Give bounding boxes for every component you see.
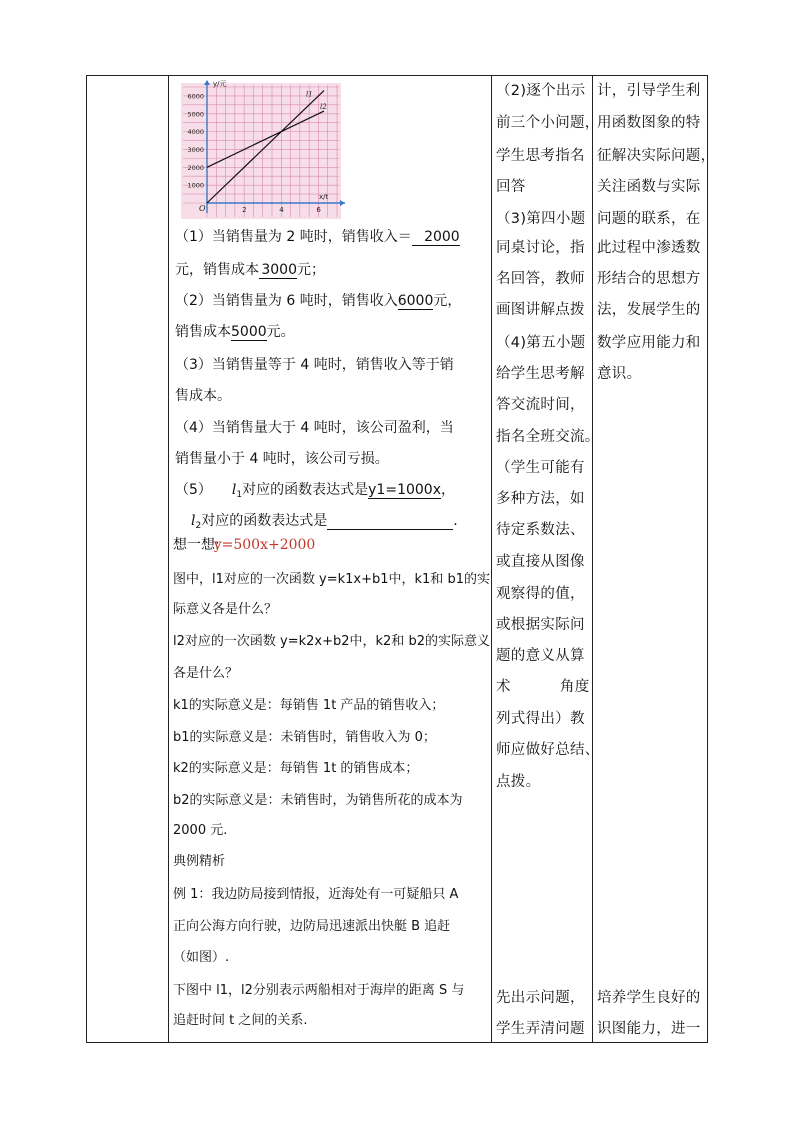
col3-line: 多种方法，如 [496, 491, 585, 507]
series-label-l2: l2 [320, 103, 327, 112]
y-tick-label: 6000 [187, 92, 204, 101]
content-cell [169, 75, 489, 1043]
body-line-13: （如图）. [173, 950, 230, 965]
body-line-1: 图中，l1对应的一次函数 y=k1x+b1中，k1和 b1的实 [173, 572, 490, 587]
body-line-9: 2000 元. [173, 823, 228, 838]
l1-subscript: 1 [236, 490, 243, 500]
teacher-activity-cell [493, 75, 600, 1043]
q5-text-c: ， [440, 482, 455, 498]
col3-line: 回答 [496, 179, 526, 195]
x-axis-label: x/t [319, 193, 329, 201]
col4-line: 用函数图象的特 [597, 115, 701, 131]
col4-line: 计，引导学生利 [597, 83, 701, 99]
y-tick-label: 4000 [187, 128, 204, 137]
body-line-11: 例 1：我边防局接到情报，近海处有一可疑船只 A [173, 887, 459, 902]
x-tick-label: 4 [279, 206, 284, 214]
series-label-l1: l1 [306, 90, 313, 99]
col3-line: 点拨。 [496, 774, 541, 790]
l1-symbol: l [231, 482, 237, 498]
col4-line: 问题的联系，在 [597, 211, 701, 227]
y-tick-label: 2000 [187, 163, 204, 172]
col3-line: 同桌讨论，指 [496, 240, 585, 256]
body-line-6: b1的实际意义是：未销售时，销售收入为 0； [173, 730, 436, 745]
col3-line: （3)第四小题 [496, 211, 586, 227]
table-divider-3 [592, 75, 593, 1043]
q1-text: （1）当销售量为 2 吨时，销售收入＝ [175, 229, 412, 245]
think-line [173, 535, 315, 555]
q1-text-c: 元； [297, 262, 325, 278]
q2-text: （2）当销售量为 6 吨时，销售收入 [175, 293, 398, 309]
col3-line: 画图讲解点拨 [496, 302, 585, 318]
col4-line: 培养学生良好的 [597, 990, 701, 1006]
x-tick-label: 6 [316, 206, 321, 214]
col3-line: 学生思考指名 [496, 148, 585, 164]
q1-text-b: 元，销售成本 [175, 262, 259, 278]
body-line-2: 际意义各是什么？ [173, 602, 278, 617]
q2-answer-cost: 5000 [231, 324, 267, 340]
y-tick-label: 1000 [187, 181, 204, 190]
col3-line: 观察得的值， [496, 586, 585, 602]
table-border-left [86, 75, 87, 1043]
body-line-3: l2对应的一次函数 y=k2x+b2中，k2和 b2的实际意义 [173, 634, 490, 649]
body-line-12: 正向公海方向行驶，边防局迅速派出快艇 B 追赶 [173, 919, 451, 934]
col3-line: 或根据实际问 [496, 617, 585, 633]
y-tick-label: 5000 [187, 110, 204, 119]
body-line-5: k1的实际意义是：每销售 1t 产品的销售收入； [173, 698, 445, 713]
q2-answer-income: 6000 [397, 293, 434, 309]
col3-line: （2)逐个出示 [496, 83, 586, 99]
body-line-8: b2的实际意义是：未销售时，为销售所花的成本为 [173, 793, 463, 808]
col4-line: 数学应用能力和 [597, 335, 701, 351]
q5-text: （5） [175, 482, 212, 498]
q5-answer-l1: y1=1000x [368, 482, 441, 498]
question-5-line2 [191, 511, 458, 536]
col4-line: 形结合的思想方 [597, 271, 701, 287]
col4-line: 意识。 [597, 366, 642, 382]
x-tick-label: 2 [242, 206, 247, 214]
q1-answer-income: 2000 [412, 229, 460, 246]
y-axis-arrow [204, 80, 210, 85]
question-4: （4）当销售量大于 4 吨时，该公司盈利，当 [175, 420, 454, 436]
question-5 [175, 480, 455, 505]
question-1 [175, 227, 460, 247]
think-label: 想一想: [173, 537, 220, 553]
question-3-line2: 售成本。 [175, 388, 231, 404]
y-axis-label: y/元 [213, 80, 227, 88]
section-heading: 典例精析 [173, 854, 226, 869]
design-intent-cell [594, 75, 716, 1043]
col3-line: 待定系数法、 [496, 522, 585, 538]
col3-line: 列式得出）教 [496, 711, 585, 727]
body-line-14: 下图中 l1，l2分别表示两船相对于海岸的距离 S 与 [173, 983, 465, 998]
origin-label: O [199, 204, 206, 213]
col3-line: 师应做好总结、 [496, 742, 600, 758]
col4-line: 征解决实际问题， [597, 148, 716, 164]
col4-line: 法，发展学生的 [597, 302, 701, 318]
x-axis-arrow [340, 200, 345, 206]
question-4-line2: 销售量小于 4 吨时，该公司亏损。 [175, 451, 389, 467]
col3-line: 给学生思考解 [496, 366, 585, 382]
q5-text-e: . [453, 513, 458, 529]
think-answer-red: y=500x+2000 [213, 537, 316, 553]
l2-subscript: 2 [195, 521, 202, 531]
question-3: （3）当销售量等于 4 吨时，销售收入等于销 [175, 357, 454, 373]
q1-answer-cost: 3000 [259, 262, 297, 279]
col3-line: 学生弄清问题 [496, 1021, 585, 1037]
table-divider-2 [491, 75, 492, 1043]
q2-text-c: 销售成本 [175, 324, 231, 340]
l2-symbol: l [191, 513, 196, 529]
question-2 [175, 291, 461, 311]
q2-text-d: 元。 [266, 324, 295, 340]
q2-text-b: 元， [433, 293, 462, 309]
col3-line: （学生可能有 [496, 460, 585, 476]
body-line-7: k2的实际意义是：每销售 1t 的销售成本； [173, 761, 419, 776]
body-line-15: 追赶时间 t 之间的关系. [173, 1013, 308, 1028]
body-line-4: 各是什么？ [173, 666, 239, 681]
col3-line: 题的意义从算 [496, 648, 585, 664]
col3-line: （4)第五小题 [496, 335, 586, 351]
question-1-line2 [175, 260, 325, 280]
q5-answer-blank [327, 513, 453, 530]
col3-line: 名回答，教师 [496, 271, 585, 287]
col3-line: 术 角度 [496, 679, 590, 695]
col3-line: 或直接从图像 [496, 554, 585, 570]
sales-chart [175, 77, 355, 223]
col4-line: 关注函数与实际 [597, 179, 701, 195]
col4-line: 识图能力，进一 [597, 1021, 701, 1037]
y-tick-label: 3000 [187, 145, 204, 154]
q5-text-d: 对应的函数表达式是 [201, 513, 328, 529]
col4-line: 此过程中渗透数 [597, 240, 701, 256]
col3-line: 指名全班交流。 [496, 429, 600, 445]
col3-line: 先出示问题， [496, 990, 585, 1006]
col3-line: 前三个小问题， [496, 115, 600, 131]
lesson-table [86, 75, 716, 1043]
col3-line: 答交流时间， [496, 397, 585, 413]
q5-text-b: 对应的函数表达式是 [242, 482, 369, 498]
question-2-line2 [175, 322, 295, 342]
